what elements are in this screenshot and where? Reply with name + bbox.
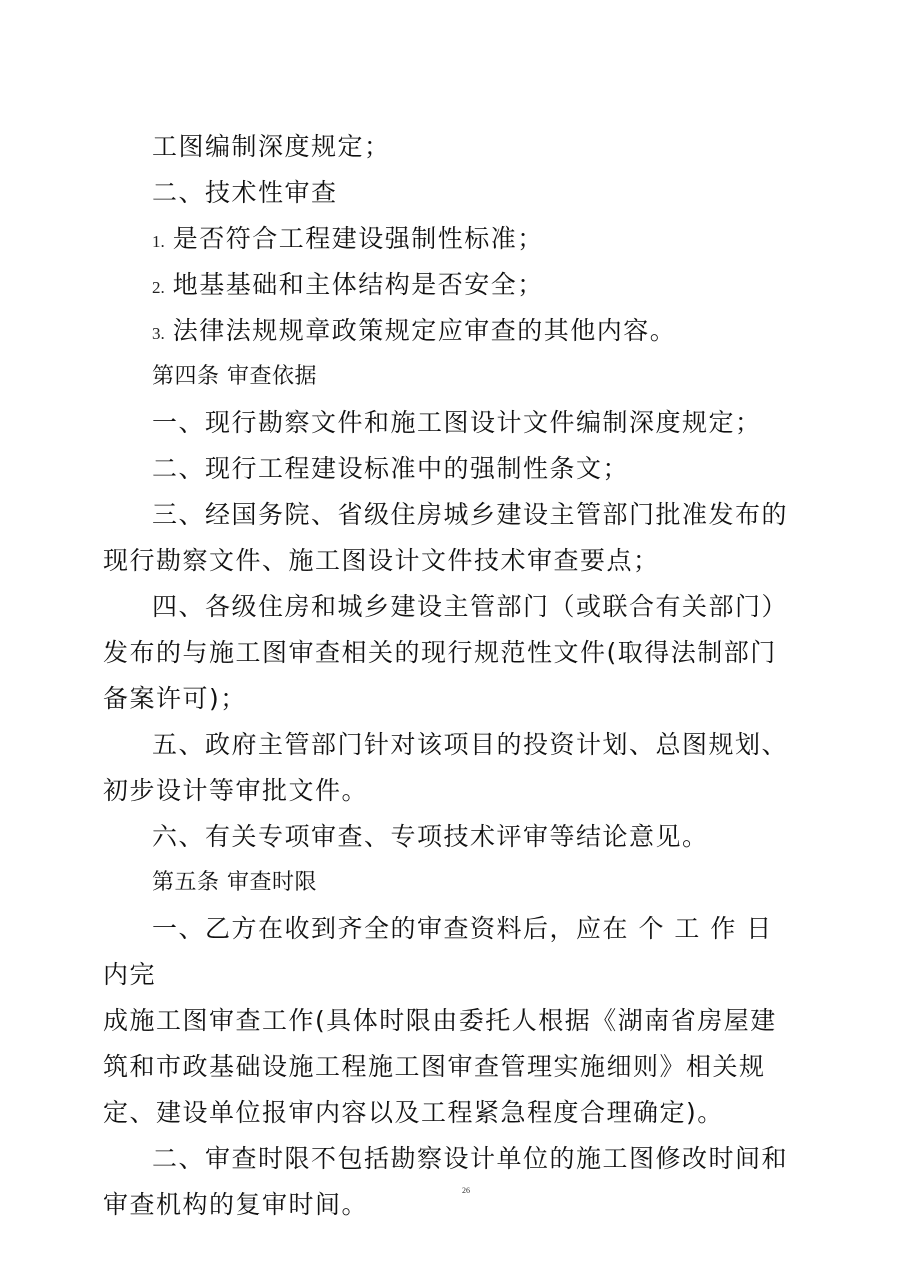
list-item-text: 法律法规规章政策规定应审查的其他内容。: [172, 316, 677, 345]
text-line: 审查机构的复审时间。: [103, 1190, 369, 1219]
list-item: [152, 224, 544, 257]
text-line: 二、审查时限不包括勘察设计单位的施工图修改时间和: [152, 1144, 789, 1173]
text-line: 五、政府主管部门针对该项目的投资计划、总图规划、: [152, 730, 789, 759]
list-number: 1.: [152, 232, 165, 251]
text-line: 发布的与施工图审查相关的现行规范性文件(取得法制部门: [103, 638, 777, 667]
article-heading: 第五条 审查时限: [152, 870, 317, 895]
list-item-text: 是否符合工程建设强制性标准；: [172, 224, 544, 253]
text-line: 备案许可)；: [103, 684, 247, 713]
list-item-text: 地基基础和主体结构是否安全；: [172, 270, 544, 299]
text-line: 四、各级住房和城乡建设主管部门（或联合有关部门）: [152, 592, 789, 621]
text-line: 内完: [103, 960, 157, 989]
list-number: 2.: [152, 278, 165, 297]
text-line: 筑和市政基础设施工程施工图审查管理实施细则》相关规: [103, 1052, 766, 1081]
text-line: 现行勘察文件、施工图设计文件技术审查要点；: [103, 546, 660, 575]
text-line: 工图编制深度规定；: [152, 132, 391, 161]
list-item: [152, 316, 676, 349]
list-item: [152, 270, 544, 303]
text-line: 六、有关专项审查、专项技术评审等结论意见。: [152, 822, 709, 851]
page-number: 26: [462, 1186, 470, 1195]
text-line: 一、乙方在收到齐全的审查资料后，应在 个 工 作 日: [152, 914, 773, 943]
text-line: 一、现行勘察文件和施工图设计文件编制深度规定；: [152, 408, 762, 437]
list-number: 3.: [152, 324, 165, 343]
text-line: 二、技术性审查: [152, 178, 338, 207]
article-heading: 第四条 审查依据: [152, 364, 317, 389]
text-line: 初步设计等审批文件。: [103, 776, 369, 805]
text-line: 定、建设单位报审内容以及工程紧急程度合理确定)。: [103, 1098, 724, 1127]
text-line: 三、经国务院、省级住房城乡建设主管部门批准发布的: [152, 500, 789, 529]
text-line: 成施工图审查工作(具体时限由委托人根据《湖南省房屋建: [103, 1006, 777, 1035]
text-line: 二、现行工程建设标准中的强制性条文；: [152, 454, 630, 483]
